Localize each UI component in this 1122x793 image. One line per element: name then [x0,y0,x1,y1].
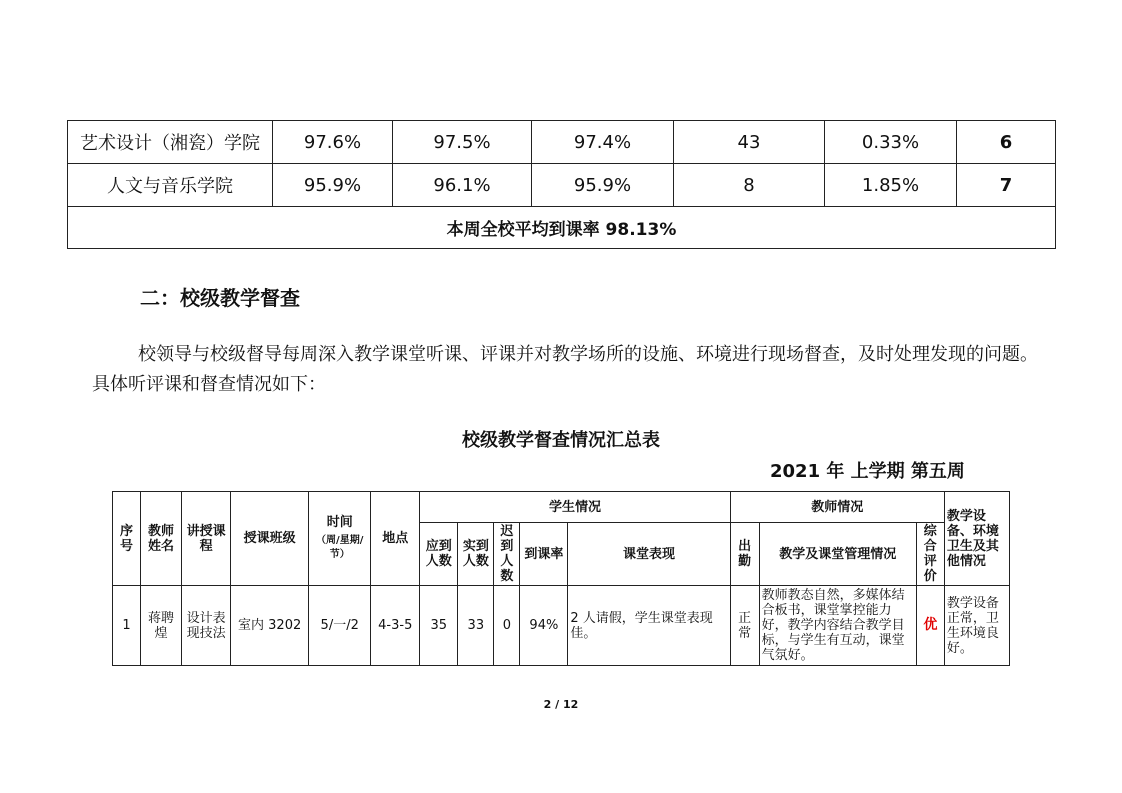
table-row [68,121,1056,164]
header-actual: 实到人数 [458,523,494,586]
row-rate: 94% [520,586,568,666]
header-place: 地点 [371,492,420,586]
row-facilities: 教学设备正常，卫生环境良好。 [944,586,1009,666]
table-row [68,164,1056,207]
row-place: 4-3-5 [371,586,420,666]
row-actual: 33 [458,586,494,666]
rank-cell: 6 [957,121,1056,164]
header-teacher: 教师姓名 [141,492,182,586]
header-time-sub: （周/星期/节） [316,535,364,560]
rate-cell: 95.9% [273,164,393,207]
row-teacher: 蒋聘煌 [141,586,182,666]
inspection-table-title: 校级教学督查情况汇总表 [462,430,660,451]
percent-cell: 1.85% [825,164,957,207]
header-expected: 应到人数 [420,523,458,586]
term-label: 2021 年 上学期 第五周 [770,461,965,482]
row-evaluation: 优 [916,586,944,666]
percent-cell: 0.33% [825,121,957,164]
row-attendance: 正常 [730,586,759,666]
row-class: 室内 3202 [231,586,309,666]
count-cell: 8 [674,164,825,207]
row-time: 5/一/2 [309,586,371,666]
header-evaluation: 综合评价 [916,523,944,586]
header-late: 迟到人数 [494,523,520,586]
rate-cell: 96.1% [393,164,532,207]
header-class: 授课班级 [231,492,309,586]
rate-cell: 97.5% [393,121,532,164]
rate-cell: 97.4% [532,121,674,164]
header-student-group: 学生情况 [420,492,730,523]
header-attendance: 出勤 [730,523,759,586]
header-management: 教学及课堂管理情况 [759,523,916,586]
average-attendance-summary: 本周全校平均到课率 98.13% [68,207,1056,249]
attendance-table [67,120,1056,249]
page-number: 2 / 12 [543,698,579,711]
inspection-table [112,491,1010,666]
rank-cell: 7 [957,164,1056,207]
rate-cell: 97.6% [273,121,393,164]
rate-cell: 95.9% [532,164,674,207]
row-performance: 2 人请假，学生课堂表现佳。 [568,586,730,666]
header-rate: 到课率 [520,523,568,586]
summary-row [68,207,1056,249]
header-time [309,492,371,586]
intro-paragraph: 校领导与校级督导每周深入教学课堂听课、评课并对教学场所的设施、环境进行现场督查，及时处理发现的问题。具体听评课和督查情况如下： [92,344,1038,395]
college-name: 艺术设计（湘瓷）学院 [68,121,273,164]
row-expected: 35 [420,586,458,666]
header-seq: 序号 [113,492,141,586]
header-facilities: 教学设备、环境卫生及其他情况 [944,492,1009,586]
header-row [113,492,1010,523]
row-management: 教师教态自然，多媒体结合板书，课堂掌控能力好，教学内容结合教学目标，与学生有互动，课堂气氛好。 [759,586,916,666]
header-course: 讲授课程 [182,492,231,586]
table-row [113,586,1010,666]
college-name: 人文与音乐学院 [68,164,273,207]
header-time-label: 时间 [326,515,353,530]
row-seq: 1 [113,586,141,666]
header-teacher-group: 教师情况 [730,492,944,523]
header-performance: 课堂表现 [568,523,730,586]
row-late: 0 [494,586,520,666]
section-title: 二：校级教学督查 [140,286,300,310]
row-course: 设计表现技法 [182,586,231,666]
count-cell: 43 [674,121,825,164]
